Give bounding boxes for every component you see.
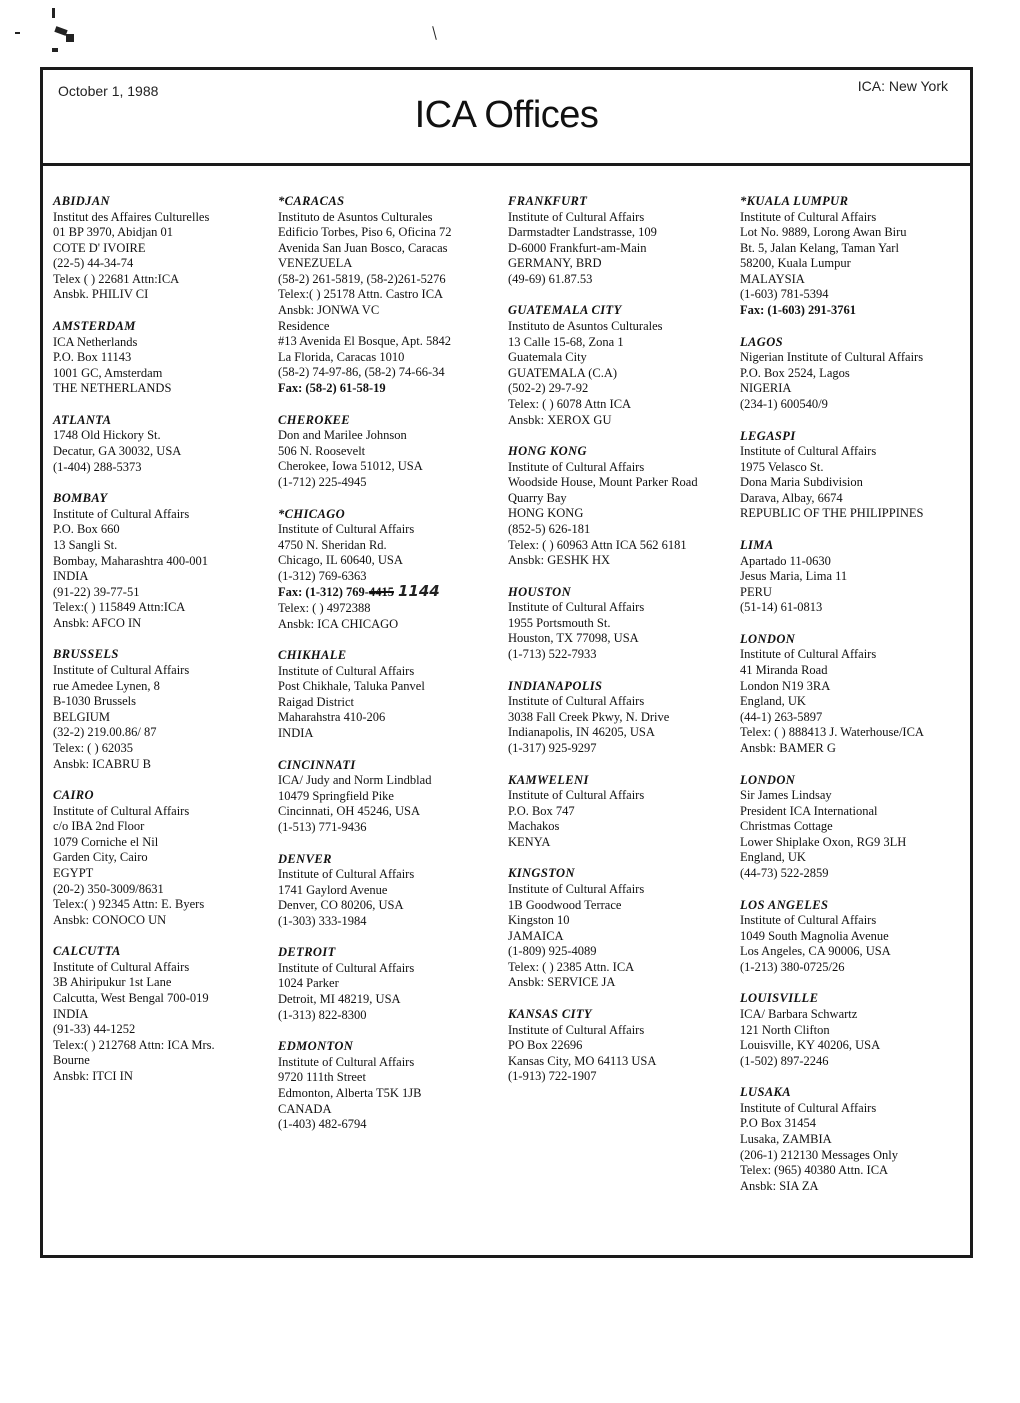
office-entry	[53, 194, 283, 303]
office-address-line: 58200, Kuala Lumpur	[740, 256, 851, 271]
fax-prefix: Fax: (1-312) 769-	[278, 585, 369, 600]
office-address-line: D-6000 Frankfurt-am-Main	[508, 240, 647, 255]
office-address-line: Ansbk: JONWA VC	[278, 303, 380, 318]
office-address-line: Raigad District	[278, 694, 355, 709]
office-address-line: Quarry Bay	[508, 490, 567, 505]
office-address-line: B-1030 Brussels	[53, 694, 136, 709]
office-entry	[508, 1007, 738, 1085]
office-address-line: P.O Box 31454	[740, 1116, 817, 1131]
office-address-line: 13 Sangli St.	[53, 537, 118, 552]
office-address-line: (58-2) 74-97-86, (58-2) 74-66-34	[278, 365, 445, 380]
office-address-line: Cincinnati, OH 45246, USA	[278, 804, 421, 819]
office-city: CINCINNATI	[278, 757, 356, 772]
scan-mark	[432, 26, 437, 40]
office-address-line: Machakos	[508, 819, 560, 834]
office-address-line: Denver, CO 80206, USA	[278, 898, 404, 913]
office-address-line: REPUBLIC OF THE PHILIPPINES	[740, 506, 924, 521]
office-address-line: GUATEMALA (C.A)	[508, 365, 618, 380]
office-address-line: Ansbk: SIA ZA	[740, 1178, 819, 1193]
office-address-line: Christmas Cottage	[740, 819, 833, 834]
office-entry	[53, 647, 283, 772]
office-address-line: 4750 N. Sheridan Rd.	[278, 537, 387, 552]
office-address-line: 1741 Gaylord Avenue	[278, 882, 388, 897]
office-city: ATLANTA	[53, 412, 112, 427]
office-city: DETROIT	[278, 945, 336, 960]
office-address-line: President ICA International	[740, 803, 878, 818]
directory-column-1	[53, 194, 283, 1101]
office-address-line: INDIA	[278, 726, 314, 741]
office-entry	[278, 945, 508, 1023]
office-address-line: 3038 Fall Creek Pkwy, N. Drive	[508, 709, 670, 724]
office-city: CALCUTTA	[53, 944, 121, 959]
office-address-line: Don and Marilee Johnson	[278, 428, 407, 443]
office-address-line: Institute of Cultural Affairs	[278, 960, 415, 975]
office-address-line: Nigerian Institute of Cultural Affairs	[740, 350, 924, 365]
office-address-line: Cherokee, Iowa 51012, USA	[278, 459, 423, 474]
office-address-line: Telex: ( ) 60963 Attn ICA 562 6181	[508, 537, 687, 552]
office-address-line: (44-73) 522-2859	[740, 866, 829, 880]
office-address-line: (234-1) 600540/9	[740, 396, 828, 411]
document-frame	[40, 67, 973, 1258]
office-city: EDMONTON	[278, 1039, 354, 1054]
office-address-line: ICA/ Barbara Schwartz	[740, 1006, 858, 1021]
office-entry	[278, 852, 508, 930]
office-address-line: Telex: ( ) 6078 Attn ICA	[508, 396, 632, 411]
office-address-line: Ansbk. PHILIV CI	[53, 287, 149, 302]
office-entry	[740, 429, 970, 522]
office-address-line: Garden City, Cairo	[53, 850, 148, 865]
office-entry	[53, 319, 283, 397]
office-address-line: Ansbk: CONOCO UN	[53, 912, 167, 927]
office-address-line: PO Box 22696	[508, 1038, 583, 1053]
office-address-line: Instituto de Asuntos Culturales	[508, 318, 663, 333]
office-address-line: Kingston 10	[508, 913, 570, 928]
office-address-line: 121 North Clifton	[740, 1022, 830, 1037]
office-address-line: Institute of Cultural Affairs	[508, 209, 645, 224]
office-address-line: (91-33) 44-1252	[53, 1022, 136, 1037]
office-address-line: Post Chikhale, Taluka Panvel	[278, 679, 425, 694]
office-address-line: Indianapolis, IN 46205, USA	[508, 725, 655, 740]
office-address-line: Telex: ( ) 888413 J. Waterhouse/ICA	[740, 725, 924, 740]
office-address-line: Calcutta, West Bengal 700-019	[53, 991, 209, 1006]
office-address-line: P.O. Box 11143	[53, 350, 132, 365]
office-address-line: VENEZUELA	[278, 256, 353, 271]
office-city: GUATEMALA CITY	[508, 303, 622, 318]
office-city: LOUISVILLE	[740, 991, 819, 1006]
office-city: *CHICAGO	[278, 506, 346, 521]
office-address-line: (1-502) 897-2246	[740, 1053, 829, 1068]
office-address-line: 9720 111th Street	[278, 1070, 366, 1085]
office-address-line: Institute of Cultural Affairs	[508, 694, 645, 709]
office-address-line: (1-712) 225-4945	[278, 474, 367, 489]
office-address-line: 1B Goodwood Terrace	[508, 897, 622, 912]
office-city: LONDON	[740, 772, 796, 787]
office-address-line: Woodside House, Mount Parker Road	[508, 475, 698, 490]
office-address-line: Telex: ( ) 2385 Attn. ICA	[508, 959, 635, 974]
office-address-line: (91-22) 39-77-51	[53, 584, 140, 599]
document-date: October 1, 1988	[58, 83, 159, 99]
scan-artifacts	[0, 0, 480, 60]
office-address-line: Telex:( ) 115849 Attn:ICA	[53, 600, 186, 615]
office-entry	[508, 303, 738, 428]
office-address-line: Institut des Affaires Culturelles	[53, 209, 210, 224]
office-address-line: (1-213) 380-0725/26	[740, 959, 845, 974]
office-address-line: INDIA	[53, 569, 89, 584]
office-entry	[508, 679, 738, 757]
office-address-line: #13 Avenida El Bosque, Apt. 5842	[278, 334, 452, 349]
office-address-line: 10479 Springfield Pike	[278, 788, 394, 803]
office-address-line: (58-2) 261-5819, (58-2)261-5276	[278, 271, 446, 286]
office-address-line: England, UK	[740, 850, 806, 865]
office-address-line: Edificio Torbes, Piso 6, Oficina 72	[278, 225, 452, 240]
office-address-line: 3B Ahiripukur 1st Lane	[53, 975, 172, 990]
office-address-line: (22-5) 44-34-74	[53, 256, 134, 271]
office-address-line: P.O. Box 747	[508, 803, 575, 818]
office-address-line: ICA/ Judy and Norm Lindblad	[278, 773, 432, 788]
office-city: LUSAKA	[740, 1085, 792, 1100]
directory-column-2	[278, 194, 508, 1149]
office-address-line: INDIA	[53, 1006, 89, 1021]
office-address-line: Institute of Cultural Affairs	[278, 867, 415, 881]
office-entry	[508, 585, 738, 663]
office-city: LONDON	[740, 631, 796, 646]
office-address-line: MALAYSIA	[740, 271, 805, 286]
office-address-line: Institute of Cultural Affairs	[740, 1100, 877, 1115]
directory-column-4	[740, 194, 970, 1210]
office-address-line: Lot No. 9889, Lorong Awan Biru	[740, 225, 907, 240]
office-entry	[278, 194, 508, 397]
office-address-line: 506 N. Roosevelt	[278, 443, 366, 458]
office-address-line: THE NETHERLANDS	[53, 381, 172, 396]
office-address-line: Institute of Cultural Affairs	[508, 881, 645, 896]
office-entry	[53, 788, 283, 928]
office-city: CAIRO	[53, 788, 94, 803]
office-address-line: England, UK	[740, 694, 806, 709]
office-city: KAMWELENI	[508, 772, 589, 787]
office-address-line: HONG KONG	[508, 506, 584, 521]
office-address-line: 1049 South Magnolia Avenue	[740, 928, 889, 943]
office-address-line: Sir James Lindsay	[740, 788, 832, 803]
office-address-line: 1975 Velasco St.	[740, 459, 824, 474]
office-address-line: 13 Calle 15-68, Zona 1	[508, 334, 624, 349]
office-address-line: Chicago, IL 60640, USA	[278, 553, 403, 568]
office-address-line: (1-713) 522-7933	[508, 647, 597, 662]
office-address-line: Telex:( ) 92345 Attn: E. Byers	[53, 897, 205, 912]
office-address-line: Telex: ( ) 4972388	[278, 600, 371, 615]
office-city: KINGSTON	[508, 866, 575, 881]
office-city: *CARACAS	[278, 194, 345, 208]
office-address-line: (1-513) 771-9436	[278, 819, 367, 834]
office-entry	[53, 491, 283, 631]
office-address-line: 1079 Corniche el Nil	[53, 834, 159, 849]
office-address-line: Louisville, KY 40206, USA	[740, 1038, 881, 1053]
office-address-line: Institute of Cultural Affairs	[508, 788, 645, 803]
office-address-line: Institute of Cultural Affairs	[53, 662, 190, 677]
office-entry	[508, 866, 738, 991]
office-address-line: CANADA	[278, 1101, 332, 1116]
office-address-line: 1001 GC, Amsterdam	[53, 365, 163, 380]
office-address-line: (206-1) 212130 Messages Only	[740, 1147, 898, 1162]
office-city: BRUSSELS	[53, 647, 119, 662]
office-city: HOUSTON	[508, 584, 571, 599]
office-city: HONG KONG	[508, 444, 587, 459]
office-address-line: (852-5) 626-181	[508, 522, 591, 536]
office-entry	[278, 648, 508, 741]
fax-line: Fax: (1-603) 291-3761	[740, 303, 856, 318]
office-address-line: Institute of Cultural Affairs	[508, 600, 645, 615]
office-entry	[278, 758, 508, 836]
office-address-line: ICA Netherlands	[53, 334, 138, 349]
page-title: ICA Offices	[414, 94, 599, 136]
office-address-line: Ansbk: GESHK HX	[508, 553, 611, 568]
office-address-line: Telex: ( ) 62035	[53, 740, 134, 755]
office-address-line: Institute of Cultural Affairs	[740, 913, 877, 928]
office-address-line: (1-603) 781-5394	[740, 287, 829, 302]
office-address-line: Telex: (965) 40380 Attn. ICA	[740, 1163, 889, 1178]
office-address-line: Lower Shiplake Oxon, RG9 3LH	[740, 834, 907, 849]
office-city: CHEROKEE	[278, 412, 350, 427]
office-address-line: Kansas City, MO 64113 USA	[508, 1053, 657, 1068]
office-address-line: (44-1) 263-5897	[740, 709, 823, 724]
office-entry	[740, 773, 970, 882]
office-address-line: JAMAICA	[508, 928, 564, 943]
office-address-line: Residence	[278, 318, 330, 333]
office-address-line: (20-2) 350-3009/8631	[53, 881, 164, 896]
office-address-line: Institute of Cultural Affairs	[53, 506, 190, 521]
office-address-line: Darava, Albay, 6674	[740, 490, 843, 505]
office-address-line: (502-2) 29-7-92	[508, 381, 589, 396]
office-entry	[53, 944, 283, 1084]
scan-mark	[52, 48, 58, 52]
office-address-line: KENYA	[508, 834, 551, 849]
scan-mark	[52, 8, 55, 18]
office-address-line: PERU	[740, 584, 772, 599]
office-address-line: Institute of Cultural Affairs	[740, 444, 877, 459]
document-header	[43, 70, 970, 166]
office-address-line: 41 Miranda Road	[740, 662, 828, 677]
office-address-line: (1-404) 288-5373	[53, 459, 142, 474]
office-address-line: Ansbk: ICA CHICAGO	[278, 616, 399, 631]
office-entry	[278, 1039, 508, 1132]
office-address-line: Guatemala City	[508, 350, 587, 365]
office-city: DENVER	[278, 851, 332, 866]
office-address-line: Institute of Cultural Affairs	[53, 803, 190, 818]
office-address-line: Telex:( ) 25178 Attn. Castro ICA	[278, 287, 444, 302]
office-city: AMSTERDAM	[53, 319, 136, 334]
office-address-line: COTE D' IVOIRE	[53, 240, 146, 255]
office-address-line: Apartado 11-0630	[740, 553, 831, 568]
office-address-line: Lusaka, ZAMBIA	[740, 1132, 832, 1147]
office-entry	[740, 1085, 970, 1194]
office-entry	[278, 413, 508, 491]
office-city: LOS ANGELES	[740, 897, 829, 912]
office-city: INDIANAPOLIS	[508, 678, 603, 693]
office-address-line: P.O. Box 2524, Lagos	[740, 365, 850, 380]
fax-line: Fax: (58-2) 61-58-19	[278, 381, 386, 396]
office-city: LAGOS	[740, 334, 783, 349]
office-address-line: Jesus Maria, Lima 11	[740, 569, 848, 584]
office-city: BOMBAY	[53, 491, 108, 506]
office-address-line: Institute of Cultural Affairs	[278, 522, 415, 536]
office-entry	[508, 194, 738, 287]
office-address-line: (1-312) 769-6363	[278, 568, 367, 583]
office-address-line: BELGIUM	[53, 709, 110, 724]
office-city: LEGASPI	[740, 428, 796, 443]
fax-line	[278, 584, 508, 601]
office-entry	[740, 335, 970, 413]
office-address-line: Ansbk: BAMER G	[740, 740, 836, 755]
office-address-line: Ansbk: ICABRU B	[53, 756, 151, 771]
office-address-line: Institute of Cultural Affairs	[278, 1054, 415, 1069]
office-address-line: (1-317) 925-9297	[508, 740, 597, 755]
office-address-line: (32-2) 219.00.86/ 87	[53, 725, 157, 740]
office-city: FRANKFURT	[508, 194, 588, 208]
office-address-line: 01 BP 3970, Abidjan 01	[53, 225, 174, 240]
office-address-line: EGYPT	[53, 866, 94, 880]
office-address-line: Institute of Cultural Affairs	[508, 1022, 645, 1037]
office-address-line: Bombay, Maharashtra 400-001	[53, 553, 209, 568]
office-address-line: c/o IBA 2nd Floor	[53, 819, 145, 834]
office-address-line: Avenida San Juan Bosco, Caracas	[278, 240, 448, 255]
scan-mark	[15, 32, 20, 34]
office-address-line: 1024 Parker	[278, 976, 339, 991]
office-address-line: Dona Maria Subdivision	[740, 475, 863, 490]
office-address-line: London N19 3RA	[740, 678, 831, 693]
struck-digits: 4415	[368, 585, 394, 600]
office-address-line: Ansbk: XEROX GU	[508, 412, 612, 427]
office-address-line: Decatur, GA 30032, USA	[53, 444, 182, 459]
office-address-line: (49-69) 61.87.53	[508, 271, 593, 286]
office-address-line: Los Angeles, CA 90006, USA	[740, 944, 891, 959]
office-address-line: GERMANY, BRD	[508, 256, 602, 271]
office-address-line: (1-809) 925-4089	[508, 944, 597, 959]
office-address-line: Edmonton, Alberta T5K 1JB	[278, 1085, 422, 1100]
directory-column-3	[508, 194, 738, 1101]
office-address-line: Institute of Cultural Affairs	[278, 663, 415, 678]
office-address-line: 1955 Portsmouth St.	[508, 615, 611, 630]
office-address-line: Telex:( ) 212768 Attn: ICA Mrs.	[53, 1037, 215, 1052]
office-address-line: Maharahstra 410-206	[278, 710, 386, 725]
office-city: *KUALA LUMPUR	[740, 194, 849, 208]
office-address-line: Houston, TX 77098, USA	[508, 631, 639, 646]
office-address-line: (1-313) 822-8300	[278, 1007, 367, 1022]
office-address-line: Bourne	[53, 1053, 90, 1068]
office-city: LIMA	[740, 538, 774, 552]
office-address-line: Telex ( ) 22681 Attn:ICA	[53, 271, 180, 286]
office-address-line: P.O. Box 660	[53, 522, 120, 537]
handwritten-correction: 1144	[397, 582, 440, 601]
office-address-line: Institute of Cultural Affairs	[508, 459, 645, 474]
office-entry	[508, 444, 738, 569]
office-address-line: Institute of Cultural Affairs	[740, 209, 877, 224]
office-address-line: Ansbk: AFCO IN	[53, 615, 142, 630]
office-entry	[740, 632, 970, 757]
office-entry	[740, 991, 970, 1069]
office-city: KANSAS CITY	[508, 1007, 592, 1022]
office-entry	[53, 413, 283, 475]
office-address-line: Institute of Cultural Affairs	[53, 959, 190, 974]
office-city: ABIDJAN	[53, 194, 110, 208]
office-reference: ICA: New York	[857, 78, 948, 94]
office-address-line: (1-403) 482-6794	[278, 1117, 367, 1132]
office-address-line: Bt. 5, Jalan Kelang, Taman Yarl	[740, 240, 899, 255]
office-address-line: Institute of Cultural Affairs	[740, 647, 877, 662]
office-address-line: Detroit, MI 48219, USA	[278, 992, 401, 1007]
office-entry	[278, 507, 508, 633]
office-address-line: rue Amedee Lynen, 8	[53, 678, 160, 693]
office-address-line: Darmstadter Landstrasse, 109	[508, 225, 657, 240]
office-address-line: (1-303) 333-1984	[278, 913, 367, 928]
scan-mark	[66, 34, 74, 42]
office-address-line: NIGERIA	[740, 381, 792, 396]
office-entry	[508, 773, 738, 851]
office-address-line: (51-14) 61-0813	[740, 600, 823, 615]
office-entry	[740, 538, 970, 616]
office-address-line: Ansbk: ITCI IN	[53, 1069, 133, 1084]
office-entry	[740, 194, 970, 319]
office-address-line: Ansbk: SERVICE JA	[508, 975, 616, 990]
office-address-line: 1748 Old Hickory St.	[53, 428, 161, 443]
office-entry	[740, 898, 970, 976]
office-address-line: (1-913) 722-1907	[508, 1069, 597, 1084]
office-address-line: Instituto de Asuntos Culturales	[278, 209, 433, 224]
office-address-line: La Florida, Caracas 1010	[278, 349, 405, 364]
office-city: CHIKHALE	[278, 648, 347, 663]
